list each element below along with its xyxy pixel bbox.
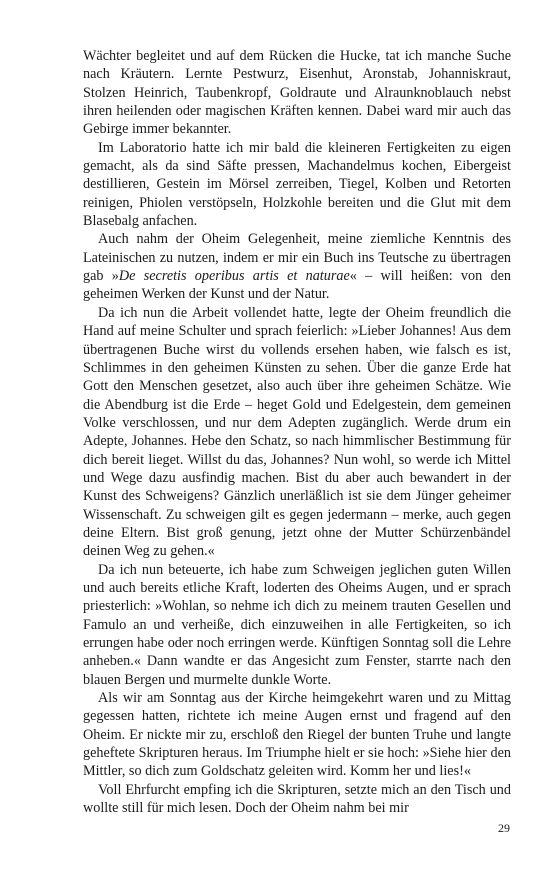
text-run: Als wir am Sonntag aus der Kirche heimgekehrt waren und zu Mittag gegessen hatten, richtete ich meine Augen ernst und fragend auf den Oheim. Er nickte mir zu, erschloß den Riegel der bunten Truhe und langte geheftete Skripturen heraus. Im Triumphe hielt er sie hoch: »Siehe hier den Mittler, so dich zum Goldschatz geleiten wird. Komm her und lies!« xyxy=(83,690,511,780)
body-text xyxy=(83,47,511,817)
text-run: Voll Ehrfurcht empfing ich die Skripturen, setzte mich an den Tisch und wollte still für mich lesen. Doch der Oheim nahm bei mir xyxy=(83,781,511,817)
paragraph xyxy=(83,689,511,781)
page-number: 29 xyxy=(498,821,510,835)
text-run: Im Laboratorio hatte ich mir bald die kleineren Fertigkeiten zu eigen gemacht, als da sind Säfte pressen, Machandelmus kochen, Eibergeist destillieren, Gestein im Mörsel zerreiben, Tiegel, Kolben und Retorten reinigen, Phiolen verstöpseln, Holzkohle bereiten und die Glut mit dem Blasebalg anfachen. xyxy=(83,139,511,230)
paragraph xyxy=(83,781,511,818)
book-title: De secretis operibus artis et naturae xyxy=(118,268,350,285)
paragraph xyxy=(83,47,511,139)
text-run: Auch nahm der Oheim Gelegenheit, meine ziemliche Kenntnis des Lateinischen zu nutzen, indem er mir ein Buch ins Teutsche zu übertragen gab » xyxy=(83,231,511,285)
paragraph xyxy=(83,230,511,303)
paragraph xyxy=(83,139,511,231)
text-run: Da ich nun die Arbeit vollendet hatte, legte der Oheim freundlich die Hand auf meine Schulter und sprach feierlich: »Lieber Johannes! Aus dem übertragenen Buche wirst du vollends ersehen haben, wie falsch es ist, Schlimmes in den geheimen Künsten zu sehen. Über die ganze Erde hat Gott den Menschen gesetzet, also auch über ihre geheimen Schätze. Wie die Abendburg ist die Erde – heget Gold und Edelgestein, dem gemeinen Volke verschlossen, und nur dem Adepten zugänglich. Werde drum ein Adepte, Johannes. Hebe den Schatz, so nach himmlischer Bestimmung für dich bereit lieget. Willst du das, Johannes? Nun wohl, so werde ich Mittel und Wege dazu ausfindig machen. Bist du aber auch bewandert in der Kunst des Schweigens? Gänzlich unerläßlich ist sie dem Jünger geheimer Wissenschaft. Zu schweigen gilt es gegen jedermann – merke, auch gegen deine Eltern. Bist groß genung, jetzt ohne der Mutter Schürzenbändel deinen Weg zu gehen.« xyxy=(83,304,511,560)
text-run: Wächter begleitet und auf dem Rücken die Hucke, tat ich manche Suche nach Kräutern. Lernte Pestwurz, Eisenhut, Aronstab, Johanniskraut, Stolzen Heinrich, Taubenkropf, Goldraute und Alraunknoblauch nebst ihren heilenden oder magischen Kräften kennen. Dabei ward mir auch das Gebirge immer bekannter. xyxy=(83,48,511,138)
paragraph xyxy=(83,304,511,561)
text-run: « – will heißen: von den geheimen Werken der Kunst und der Natur. xyxy=(83,268,511,303)
paragraph xyxy=(83,561,511,689)
text-run: Da ich nun beteuerte, ich habe zum Schweigen jeglichen guten Willen und auch bereits etliche Kraft, loderten des Oheims Augen, und er sprach priesterlich: »Wohlan, so nehme ich dich zu meinem trauten Gesellen und Famulo an und verheiße, dich einzuweihen in alle Fertigkeiten, so ich errungen habe oder noch erringen werde. Künftigen Sonntag soll die Lehre anheben.« Dann wandte er das Angesicht zum Fenster, starrte nach den blauen Bergen und murmelte dunkle Worte. xyxy=(83,561,511,688)
